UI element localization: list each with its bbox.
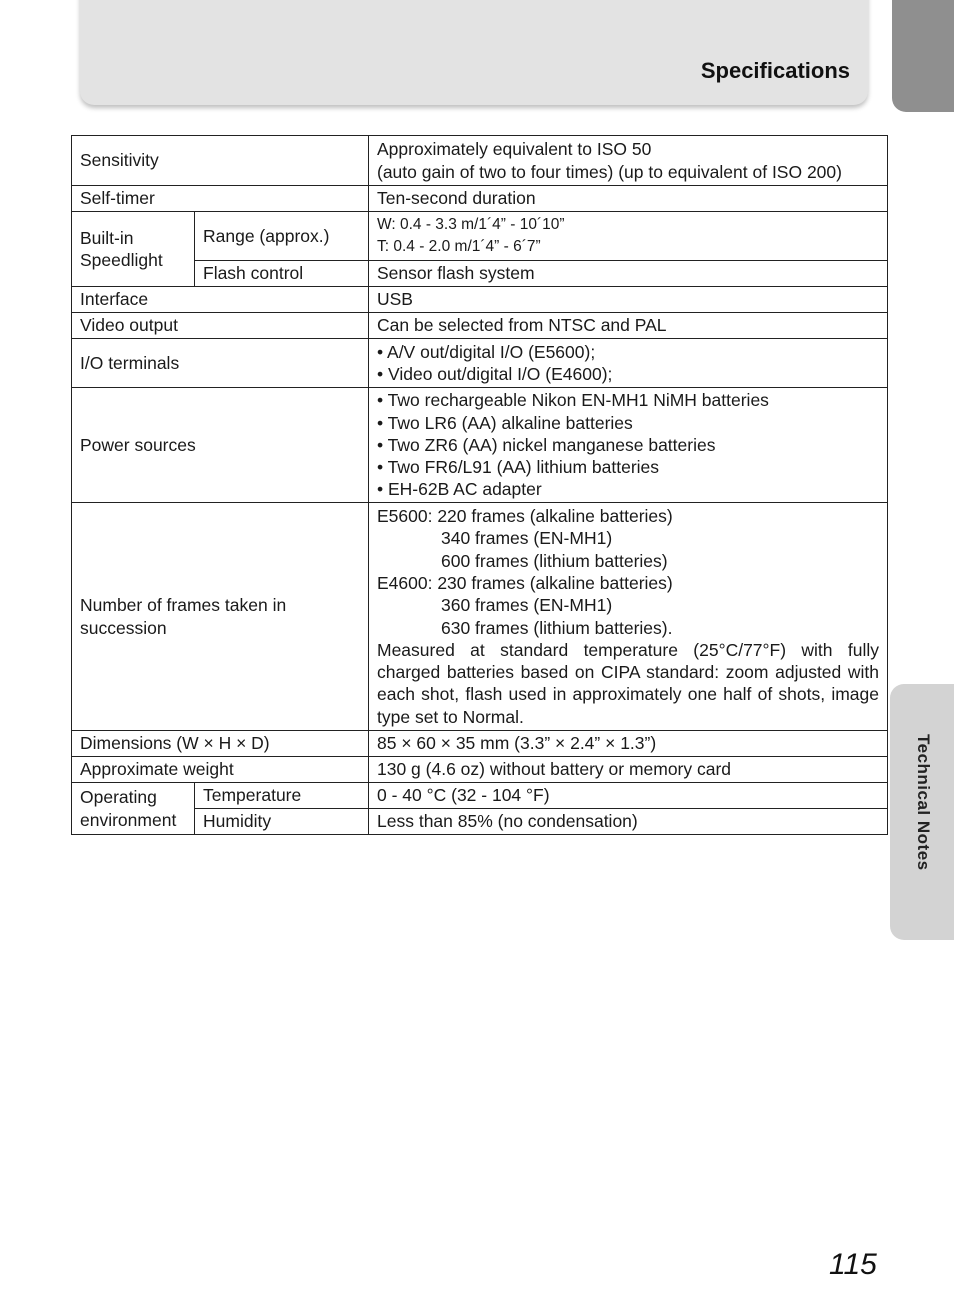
row-label-interface: Interface <box>72 287 369 313</box>
row-label-power-sources: Power sources <box>72 388 369 503</box>
list-item: • Two LR6 (AA) alkaline batteries <box>377 412 633 433</box>
row-value-weight: 130 g (4.6 oz) without battery or memory card <box>369 757 888 783</box>
row-label-io-terminals: I/O terminals <box>72 339 369 388</box>
table-row <box>72 287 888 313</box>
row-value-sensitivity <box>369 136 888 186</box>
row-value-temperature: 0 - 40 °C (32 - 104 °F) <box>369 783 888 809</box>
row-label-video-output: Video output <box>72 313 369 339</box>
table-row <box>72 261 888 287</box>
sensitivity-line-2: (auto gain of two to four times) (up to equivalent of ISO 200) <box>377 161 842 182</box>
range-tele: T: 0.4 - 2.0 m/1´4” - 6´7” <box>377 238 541 255</box>
side-tab-label: Technical Notes <box>914 734 933 871</box>
row-label-speedlight: Built-in Speedlight <box>72 212 195 287</box>
range-wide: W: 0.4 - 3.3 m/1´4” - 10´10” <box>377 216 565 233</box>
frames-label: Number of frames taken in succession <box>80 595 287 638</box>
page-number: 115 <box>829 1248 877 1281</box>
table-row <box>72 212 888 261</box>
list-item: • Two rechargeable Nikon EN-MH1 NiMH batteries <box>377 390 769 411</box>
frames-e5600-3: 600 frames (lithium batteries) <box>441 550 668 571</box>
frames-e4600-2: 360 frames (EN-MH1) <box>441 595 613 616</box>
table-row <box>72 731 888 757</box>
row-value-interface: USB <box>369 287 888 313</box>
row-value-io-terminals <box>369 339 888 388</box>
row-value-humidity: Less than 85% (no condensation) <box>369 809 888 835</box>
list-item: • A/V out/digital I/O (E5600); <box>377 341 596 362</box>
page-title: Specifications <box>700 58 850 83</box>
row-value-range <box>369 212 888 261</box>
list-item: • Two FR6/L91 (AA) lithium batteries <box>377 457 660 478</box>
list-item: • EH-62B AC adapter <box>377 479 542 500</box>
table-row <box>72 339 888 388</box>
table-row <box>72 809 888 835</box>
row-sublabel-humidity: Humidity <box>195 809 369 835</box>
list-item: • Video out/digital I/O (E4600); <box>377 364 613 384</box>
frames-note: Measured at standard temperature (25°C/77°F) with fully charged batteries based on CIPA standard: zoom adjusted with each shot, flash used in approximately one half of shots, image type set to Normal. <box>377 639 879 727</box>
specifications-table <box>71 135 888 835</box>
row-value-frames <box>369 503 888 731</box>
row-value-self-timer: Ten-second duration <box>369 186 888 212</box>
row-sublabel-temperature: Temperature <box>195 783 369 809</box>
row-value-power-sources <box>369 388 888 503</box>
table-row <box>72 186 888 212</box>
table-row <box>72 136 888 186</box>
section-tab-top <box>892 0 954 112</box>
table-row <box>72 503 888 731</box>
sensitivity-line-1: Approximately equivalent to ISO 50 <box>377 139 652 160</box>
row-label-operating: Operating environment <box>72 783 195 835</box>
row-value-dimensions: 85 × 60 × 35 mm (3.3” × 2.4” × 1.3”) <box>369 731 888 757</box>
row-label-frames <box>72 503 369 731</box>
table-row <box>72 783 888 809</box>
header-band <box>80 0 868 105</box>
row-sublabel-range: Range (approx.) <box>195 212 369 261</box>
frames-e5600-2: 340 frames (EN-MH1) <box>441 528 613 549</box>
list-item: • Two ZR6 (AA) nickel manganese batteries <box>377 434 716 455</box>
frames-e5600-1: E5600: 220 frames (alkaline batteries) <box>377 506 673 527</box>
frames-e4600-3: 630 frames (lithium batteries). <box>441 617 673 638</box>
row-sublabel-flash-control: Flash control <box>195 261 369 287</box>
table-row <box>72 313 888 339</box>
row-label-dimensions: Dimensions (W × H × D) <box>72 731 369 757</box>
frames-e4600-1: E4600: 230 frames (alkaline batteries) <box>377 572 673 593</box>
row-label-self-timer: Self-timer <box>72 186 369 212</box>
table-row <box>72 757 888 783</box>
table-row <box>72 388 888 503</box>
row-value-flash-control: Sensor flash system <box>369 261 888 287</box>
row-label-weight: Approximate weight <box>72 757 369 783</box>
row-label-sensitivity: Sensitivity <box>72 136 369 186</box>
row-value-video-output: Can be selected from NTSC and PAL <box>369 313 888 339</box>
